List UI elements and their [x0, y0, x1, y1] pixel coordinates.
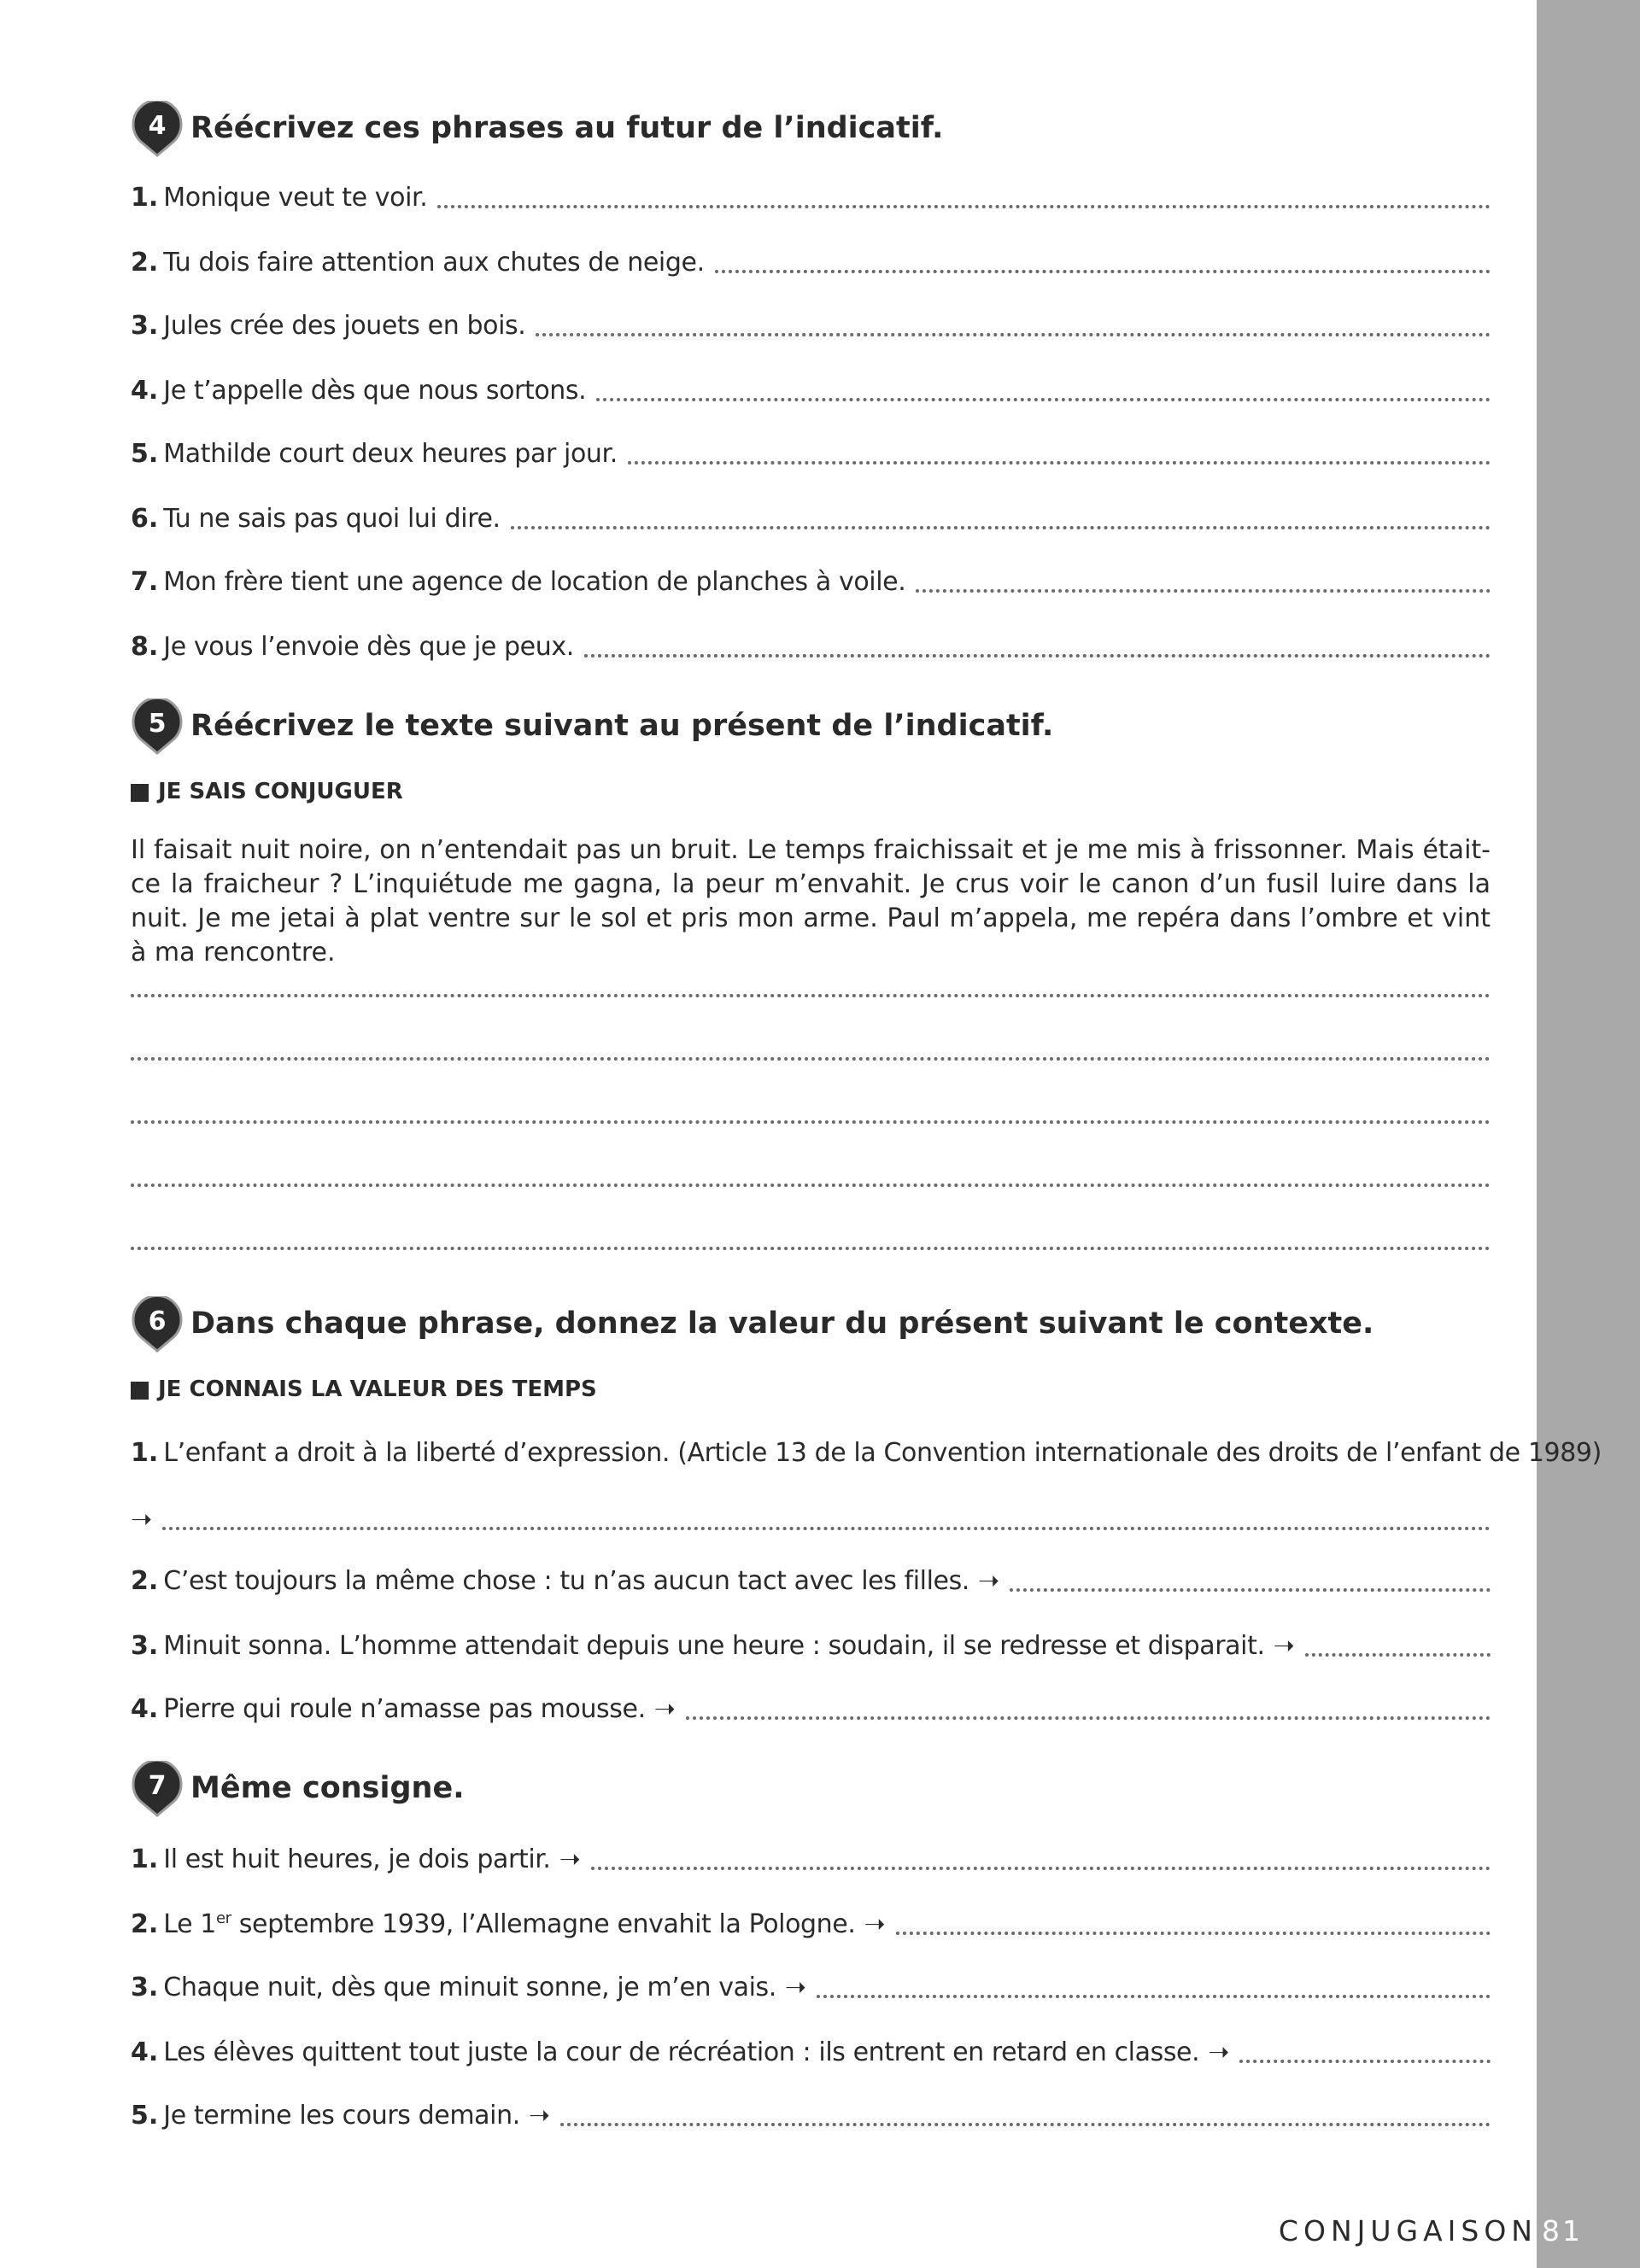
exercise-number-badge [131, 1761, 184, 1817]
item-text: Monique veut te voir. [163, 183, 428, 213]
item-text: Mon frère tient une agence de location de planches à voile. [163, 567, 906, 597]
item-text-start: Le 1 [163, 1909, 216, 1939]
item-number: 3. [131, 1973, 159, 2002]
item-number: 1. [131, 183, 159, 213]
answer-field[interactable] [536, 331, 1491, 336]
item-number: 3. [131, 1631, 159, 1661]
answer-field[interactable] [817, 1993, 1491, 1998]
exercise-line [131, 178, 1491, 215]
item-text: Minuit sonna. L’homme attendait depuis une heure : soudain, il se redresse et disparait. [163, 1631, 1265, 1661]
answer-field[interactable] [511, 524, 1491, 529]
item-number: 5. [131, 439, 159, 469]
item-text: Tu dois faire attention aux chutes de neige. [163, 248, 705, 278]
exercise-number: 4 [148, 111, 167, 141]
exercise-title: Dans chaque phrase, donnez la valeur du présent suivant le contexte. [190, 1306, 1374, 1341]
item-text [163, 1902, 855, 1942]
item-number: 7. [131, 567, 159, 597]
answer-line[interactable] [131, 1180, 1491, 1187]
item-text: Pierre qui roule n’amasse pas mousse. [163, 1694, 646, 1724]
page-footer [1278, 2210, 1589, 2253]
exercise-line [131, 371, 1491, 408]
exercise-title: Réécrivez le texte suivant au présent de l’indicatif. [190, 709, 1054, 743]
exercise-number: 6 [148, 1306, 167, 1336]
arrow-icon: ➝ [977, 1566, 1000, 1596]
item-number: 8. [131, 632, 159, 662]
exercise-line [131, 627, 1491, 664]
answer-field[interactable] [1305, 1651, 1491, 1657]
answer-field[interactable] [162, 1525, 1491, 1530]
exercise-number-badge [131, 699, 184, 755]
item-text: Tu ne sais pas quoi lui dire. [163, 504, 501, 534]
exercise-line [131, 1433, 1602, 1470]
page-side-band [1537, 0, 1640, 2268]
answer-line[interactable] [131, 1243, 1491, 1250]
exercise-title: Réécrivez ces phrases au futur de l’indicatif. [190, 111, 944, 145]
answer-field[interactable] [628, 459, 1491, 465]
exercise-line [131, 1839, 1491, 1877]
page-number: 81 [1542, 2214, 1583, 2248]
exercise-number: 5 [148, 709, 167, 739]
exercise-line [131, 1561, 1491, 1599]
answer-field[interactable] [591, 1865, 1491, 1870]
item-text: L’enfant a droit à la liberté d’expression. (Article 13 de la Convention internationale des droits de l’enfant de 1989) [163, 1438, 1602, 1468]
answer-field[interactable] [686, 1715, 1491, 1720]
item-number: 5. [131, 2101, 159, 2131]
arrow-icon: ➝ [1208, 2037, 1230, 2067]
item-text: C’est toujours la même chose : tu n’as aucun tact avec les filles. [163, 1566, 969, 1596]
item-text: Mathilde court deux heures par jour. [163, 439, 618, 469]
exercise-line [131, 562, 1491, 599]
item-number: 4. [131, 2037, 159, 2067]
arrow-icon: ➝ [559, 1844, 581, 1874]
square-bullet-icon [131, 1382, 149, 1400]
ordinal-suffix: er [215, 1909, 231, 1927]
subheading-text: JE CONNAIS LA VALEUR DES TEMPS [158, 1377, 597, 1402]
exercise-number-badge [131, 1296, 184, 1353]
item-text: Chaque nuit, dès que minuit sonne, je m’en vais. [163, 1973, 776, 2002]
square-bullet-icon [131, 784, 149, 802]
item-number: 4. [131, 1694, 159, 1724]
arrow-icon: ➝ [784, 1973, 807, 2002]
item-number: 2. [131, 1909, 159, 1939]
item-number: 6. [131, 504, 159, 534]
answer-field[interactable] [1010, 1587, 1491, 1592]
item-number: 2. [131, 1566, 159, 1596]
exercise-line [131, 1967, 1491, 2005]
answer-field[interactable] [437, 203, 1491, 208]
exercise-line [131, 1499, 1491, 1537]
section-name: CONJUGAISON [1278, 2214, 1538, 2248]
item-text: Il est huit heures, je dois partir. [163, 1844, 551, 1874]
answer-field[interactable] [1239, 2058, 1491, 2063]
exercise-line [131, 1689, 1491, 1727]
exercise-line [131, 2096, 1491, 2133]
answer-field[interactable] [715, 268, 1491, 273]
item-text: Je vous l’envoie dès que je peux. [163, 632, 574, 662]
item-text: Je t’appelle dès que nous sortons. [163, 376, 587, 406]
exercise-number-badge [131, 101, 184, 157]
exercise-title: Même consigne. [190, 1771, 465, 1805]
arrow-icon: ➝ [131, 1505, 153, 1534]
answer-line[interactable] [131, 1117, 1491, 1124]
item-number: 4. [131, 376, 159, 406]
answer-line[interactable] [131, 991, 1491, 997]
exercise-line [131, 434, 1491, 471]
item-text: Les élèves quittent tout juste la cour de récréation : ils entrent en retard en classe. [163, 2037, 1200, 2067]
item-number: 2. [131, 248, 159, 278]
answer-field[interactable] [916, 587, 1491, 593]
subheading-text: JE SAIS CONJUGUER [158, 779, 403, 804]
answer-field[interactable] [584, 652, 1491, 658]
exercise-line [131, 1626, 1491, 1663]
arrow-icon: ➝ [528, 2101, 550, 2131]
exercise-line [131, 2032, 1491, 2070]
item-number: 1. [131, 1844, 159, 1874]
arrow-icon: ➝ [864, 1909, 886, 1939]
item-text-end: septembre 1939, l’Allemagne envahit la Pologne. [231, 1909, 856, 1939]
answer-field[interactable] [896, 1930, 1491, 1935]
exercise-line [131, 1904, 1491, 1942]
answer-field[interactable] [596, 396, 1491, 401]
exercise-line [131, 499, 1491, 536]
item-text: Jules crée des jouets en bois. [163, 311, 526, 341]
answer-line[interactable] [131, 1054, 1491, 1061]
arrow-icon: ➝ [653, 1694, 676, 1724]
item-text: Je termine les cours demain. [163, 2101, 520, 2131]
exercise-line [131, 306, 1491, 343]
arrow-icon: ➝ [1273, 1631, 1295, 1661]
item-number: 3. [131, 311, 159, 341]
answer-field[interactable] [560, 2121, 1491, 2126]
exercise-number: 7 [148, 1771, 167, 1801]
item-number: 1. [131, 1438, 159, 1468]
source-text: Il faisait nuit noire, on n’entendait pas un bruit. Le temps fraichissait et je me mis à frissonner. Mais était-ce la fraicheur ? L’inquiétude me gagna, la peur m’envahit. Je crus voir le canon d’un fusil luire dans la nuit. Je me jetai à plat ventre sur le sol et pris mon arme. Paul m’appela, me repéra dans l’ombre et vint à ma rencontre. [131, 835, 1491, 967]
exercise-line [131, 243, 1491, 280]
